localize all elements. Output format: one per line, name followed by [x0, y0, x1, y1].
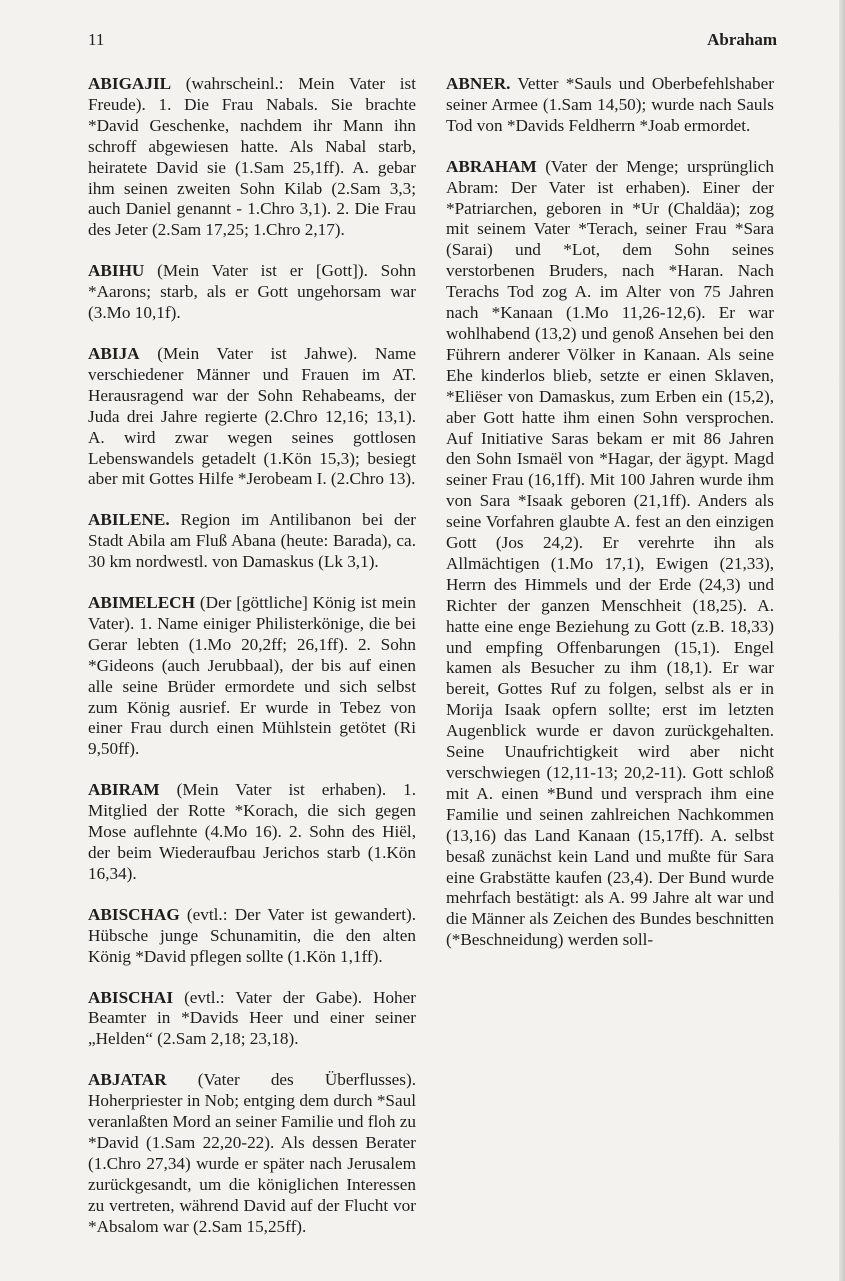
entry-abihu [88, 261, 416, 324]
entry-text: (Mein Vater ist Jahwe). Name verschiedener Männer und Frauen im AT. Herausragend war der Sohn Rehabeams, der Juda drei Jahre regierte (2.Chro 12,16; 13,1). A. wird zwar wegen seines gottlosen Lebenswandels getadelt (1.Kön 15,3); besiegt aber mit Gottes Hilfe *Jerobeam I. (2.Chro 13). [88, 343, 416, 489]
headword: ABISCHAI [88, 987, 174, 1007]
entry-text: (Mein Vater ist er [Gott]). Sohn *Aarons; starb, als er Gott ungehorsam war (3.Mo 10,1f). [88, 261, 416, 323]
entry-abjatar [88, 1070, 416, 1237]
headword: ABIGAJIL [88, 74, 172, 93]
entry-text: (evtl.: Vater der Gabe). Hoher Beamter in *Davids Heer und einer seiner „Helden“ (2.Sam 2,18; 23,18). [88, 987, 416, 1049]
right-column [446, 74, 774, 971]
page-header [88, 30, 777, 50]
entry-text: (Vater der Menge; ursprünglich Abram: Der Vater ist erhaben). Einer der *Patriarchen, geboren in *Ur (Chaldäa); zog mit seinem Vater *Terach, seiner Frau *Sara (Sarai) und *Lot, dem Sohn seines verstorbenen Bruders, nach *Haran. Nach Terachs Tod zog A. im Alter von 75 Jahren nach *Kanaan (1.Mo 11,26-12,6). Er war wohlhabend (13,2) und genoß Ansehen bei den Führern anderer Völker in Kanaan. Als seine Ehe kinderlos blieb, setzte er einen Sklaven, *Eliëser von Damaskus, zum Erben ein (15,2), aber Gott hatte ihm einen Sohn versprochen. Auf Initiative Saras bekam er mit 86 Jahren den Sohn Ismaël von *Hagar, der ägypt. Magd seiner Frau (16,1ff). Mit 100 Jahren wurde ihm von Sara *Isaak geboren (21,1ff). Anders als seine Vorfahren glaubte A. fest an den einzigen Gott (Jos 24,2). Er verehrte ihn als Allmächtigen (1.Mo 17,1), Ewigen (21,33), Herrn des Himmels und der Erde (24,3) und Richter der ganzen Menschheit (18,25). A. hatte eine enge Beziehung zu Gott (z.B. 18,33) und empfing Offenbarungen (15,1). Engel kamen als Besucher zu ihm (18,1). Er war bereit, Gottes Ruf zu folgen, selbst als er in Morija Isaak opfern sollte; erst im letzten Augenblick wurde er davon zurückgehalten. Seine Unaufrichtigkeit wird aber nicht verschwiegen (12,11-13; 20,2-11). Gott schloß mit A. einen *Bund und versprach ihm eine Familie und seinen zahlreichen Nachkommen (13,16) das Land Kanaan (15,17ff). A. selbst besaß zunächst kein Land und mußte für Sara eine Grabstätte kaufen (23,4). Der Bund wurde mehrfach bestätigt: als A. 99 Jahre alt war und die Männer als Zeichen des Bundes beschnitten (*Beschneidung) werden soll- [446, 156, 774, 950]
entry-abner [446, 74, 774, 137]
entry-text: (wahrscheinl.: Mein Vater ist Freude). 1. Die Frau Nabals. Sie brachte *David Geschenke, nachdem ihr Mann ihn schroff abgewiesen hatte. Als Nabal starb, heiratete David sie (1.Sam 25,1ff). A. gebar ihm seinen zweiten Sohn Kilab (2.Sam 3,3; auch Daniel genannt - 1.Chro 3,1). 2. Die Frau des Jeter (2.Sam 17,25; 1.Chro 2,17). [88, 74, 416, 240]
entry-text: (evtl.: Der Vater ist gewandert). Hübsche junge Schunamitin, die den alten König *David pflegen sollte (1.Kön 1,1ff). [88, 904, 416, 966]
entry-abigajil [88, 74, 416, 241]
headword: ABJATAR [88, 1070, 167, 1090]
entry-abischai [88, 988, 416, 1051]
headword: ABISCHAG [88, 904, 180, 924]
entry-text: (Der [göttliche] König ist mein Vater). 1. Name einiger Philisterkönige, die bei Gerar lebten (1.Mo 20,2ff; 26,1ff). 2. Sohn *Gideons (auch Jerubbaal), der bis auf einen alle seine Brüder ermordete und sich selbst zum König ausrief. Er wurde in Tebez von einer Frau durch einen Mühlstein getötet (Ri 9,50ff). [88, 593, 416, 759]
headword: ABRAHAM [446, 156, 537, 176]
headword: ABIHU [88, 261, 145, 281]
entry-text: Region im Antilibanon bei der Stadt Abila am Fluß Abana (heute: Barada), ca. 30 km nordwestl. von Damaskus (Lk 3,1). [88, 510, 416, 572]
entry-abimelech [88, 593, 416, 760]
headword: ABIMELECH [88, 593, 195, 613]
headword: ABNER. [446, 74, 511, 93]
headword: ABIRAM [88, 780, 160, 800]
running-title: Abraham [707, 30, 777, 49]
left-column [88, 74, 416, 1258]
entry-abilene [88, 510, 416, 573]
page-number: 11 [88, 30, 105, 49]
entry-abiram [88, 780, 416, 885]
entry-text: Vetter *Sauls und Oberbefehlshaber seiner Armee (1.Sam 14,50); wurde nach Sauls Tod von *Davids Feldherrn *Joab ermordet. [446, 74, 774, 135]
headword: ABILENE. [88, 510, 170, 530]
entry-abischag [88, 905, 416, 968]
entry-abija [88, 344, 416, 490]
page-edge [839, 0, 845, 1281]
entry-text: (Vater des Überflusses). Hoherpriester in Nob; entging dem durch *Saul veranlaßten Mord an seiner Familie und floh zu *David (1.Sam 22,20-22). Als dessen Berater (1.Chro 27,34) wurde er später nach Jerusalem zurückgesandt, um die königlichen Interessen zu vertreten, während David auf der Flucht vor *Absalom war (2.Sam 15,25ff). [88, 1070, 416, 1236]
entry-abraham [446, 157, 774, 951]
entry-text: (Mein Vater ist erhaben). 1. Mitglied der Rotte *Korach, die sich gegen Mose auflehnte (4.Mo 16). 2. Sohn des Hiël, der beim Wiederaufbau Jerichos starb (1.Kön 16,34). [88, 780, 416, 883]
headword: ABIJA [88, 343, 140, 363]
